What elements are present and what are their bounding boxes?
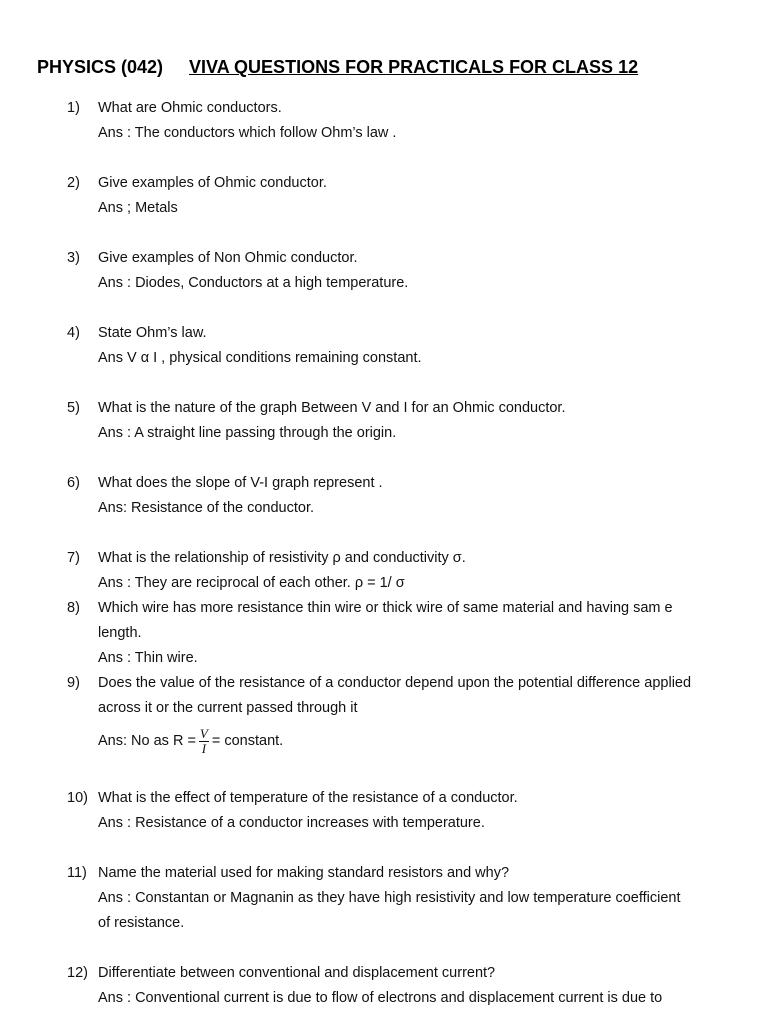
question-item — [0, 596, 768, 671]
question-list — [0, 96, 768, 1011]
fraction-v-over-i — [199, 727, 209, 756]
question-number: 12) — [67, 965, 88, 981]
answer-text-end: = constant. — [211, 733, 284, 749]
question-text: What does the slope of V-I graph represent . — [98, 475, 383, 491]
question-item — [0, 671, 768, 761]
answer-text-continued: of resistance. — [98, 915, 185, 931]
answer-text: Ans ; Metals — [98, 200, 178, 216]
question-item — [0, 171, 768, 221]
question-item — [0, 321, 768, 371]
question-text: State Ohm’s law. — [98, 325, 207, 341]
question-number: 9) — [67, 675, 80, 691]
question-text: Name the material used for making standard resistors and why? — [98, 865, 510, 881]
question-item — [0, 546, 768, 596]
answer-text: Ans: No as R = — [98, 733, 196, 749]
question-text-continued: across it or the current passed through it — [98, 700, 358, 716]
question-item — [0, 246, 768, 296]
answer-text: Ans : Diodes, Conductors at a high temperature. — [98, 275, 409, 291]
question-number: 3) — [67, 250, 80, 266]
question-number: 1) — [67, 100, 80, 116]
subject-code: PHYSICS (042) — [37, 57, 164, 77]
question-number: 4) — [67, 325, 80, 341]
question-text: Which wire has more resistance thin wire or thick wire of same material and having sam e — [98, 600, 673, 616]
question-number: 8) — [67, 600, 80, 616]
question-item — [0, 861, 768, 936]
question-text: What is the effect of temperature of the resistance of a conductor. — [98, 790, 518, 806]
answer-text: Ans : Resistance of a conductor increases with temperature. — [98, 815, 485, 831]
answer-text: Ans : The conductors which follow Ohm’s law . — [98, 125, 397, 141]
question-text: Give examples of Non Ohmic conductor. — [98, 250, 358, 266]
question-number: 5) — [67, 400, 80, 416]
answer-text: Ans : Thin wire. — [98, 650, 198, 666]
question-item — [0, 961, 768, 1011]
question-number: 7) — [67, 550, 80, 566]
answer-text: Ans : Conventional current is due to flow of electrons and displacement current is due to — [98, 990, 663, 1006]
answer-text: Ans : Constantan or Magnanin as they have high resistivity and low temperature coefficient — [98, 890, 681, 906]
question-text: What are Ohmic conductors. — [98, 100, 282, 116]
question-text: Does the value of the resistance of a conductor depend upon the potential difference applied — [98, 675, 692, 691]
fraction-numerator: V — [199, 725, 208, 741]
answer-text: Ans : A straight line passing through the origin. — [98, 425, 397, 441]
question-text: What is the relationship of resistivity ρ and conductivity σ. — [98, 550, 466, 566]
page-header — [37, 57, 638, 78]
answer-text: Ans V α I , physical conditions remaining constant. — [98, 350, 422, 366]
question-text: Differentiate between conventional and displacement current? — [98, 965, 496, 981]
question-item — [0, 96, 768, 146]
question-text: Give examples of Ohmic conductor. — [98, 175, 327, 191]
question-number: 6) — [67, 475, 80, 491]
question-number: 11) — [67, 865, 87, 881]
question-number: 2) — [67, 175, 80, 191]
question-number: 10) — [67, 790, 88, 806]
answer-formula — [98, 721, 738, 761]
fraction-denominator: I — [201, 740, 207, 756]
question-item — [0, 471, 768, 521]
answer-text: Ans: Resistance of the conductor. — [98, 500, 315, 516]
question-item — [0, 396, 768, 446]
question-text: What is the nature of the graph Between V and I for an Ohmic conductor. — [98, 400, 566, 416]
question-item — [0, 786, 768, 836]
question-text-continued: length. — [98, 625, 142, 641]
page-title: VIVA QUESTIONS FOR PRACTICALS FOR CLASS 12 — [189, 57, 639, 77]
answer-text: Ans : They are reciprocal of each other. ρ = 1/ σ — [98, 575, 405, 591]
